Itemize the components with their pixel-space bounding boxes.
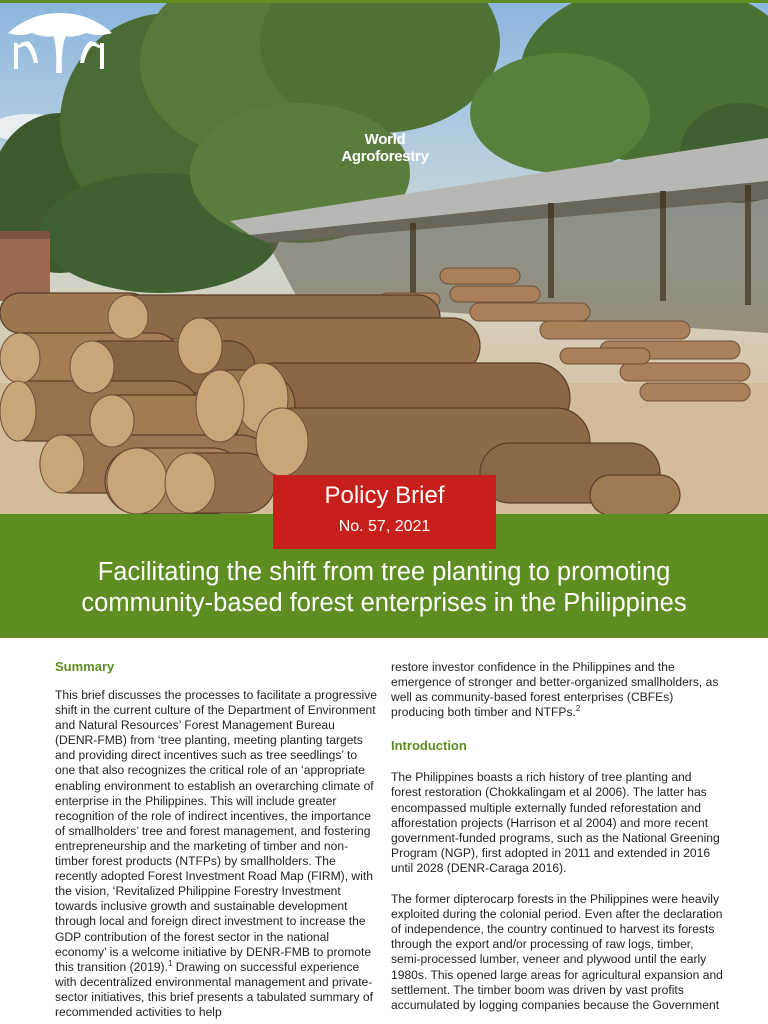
summary-continuation <box>391 660 723 720</box>
right-column <box>391 660 723 1013</box>
intro-paragraph-1: The Philippines boasts a rich history of tree planting and forest restoration (Chokkalingam et al 2006). The latter has encompassed multiple externally funded reforestation and afforestation projects (Harrison et al 2004) and more recent government-funded programs, such as the National Greening Program (NGP), first adopted in 2011 and extended in 2016 until 2028 (DENR-Caraga 2016). <box>391 770 720 875</box>
title-line-1: Facilitating the shift from tree planting to promoting <box>97 558 671 586</box>
policy-brief-badge <box>273 475 496 549</box>
summary-heading: Summary <box>55 659 115 674</box>
badge-title: Policy Brief <box>324 482 445 509</box>
logo-text-agroforestry: Agroforestry <box>341 148 429 165</box>
introduction-heading: Introduction <box>391 738 467 754</box>
continuation-text: restore investor confidence in the Philippines and the emergence of stronger and better-organized smallholders, as well as community-based forest enterprises (CBFEs) producing both timber and NTFPs. <box>391 660 719 720</box>
logo-text-world: World <box>364 131 406 148</box>
world-agroforestry-logo-icon <box>0 3 118 115</box>
cover-photo <box>0 3 768 514</box>
page-title <box>20 557 748 619</box>
summary-text: This brief discusses the processes to facilitate a progressive shift in the current culture of the Department of Environment and Natural Resources’ Forest Management Bureau (DENR-FMB) from ‘tree planting, meeting planting targets and providing direct incentives such as tree seedlings’ to one that also recognizes the critical role of an ‘appropriate enabling environment to establish an overarching climate of enterprise in the Philippines. This will include greater recognition of the role of indirect incentives, the importance of smallholders’ tree and forest management, and fostering entrepreneurship and the marketing of timber and non-timber forest products (NTFPs) by smallholders. The recently adopted Forest Investment Road Map (FIRM), with the vision, ‘Revitalized Philippine Forestry Investment towards inclusive growth and sustainable development through local and foreign direct investment to increase the GDP contribution of the forest sector in the national economy’ is a welcome initiative by DENR-FMB to promote this transition (2019). <box>55 688 377 974</box>
title-line-2: community-based forest enterprises in the Philippines <box>81 589 687 617</box>
intro-paragraph-2: The former dipterocarp forests in the Philippines were heavily exploited during the colonial period. Even after the declaration of independence, the country continued to harvest its forests through the export and/or processing of raw logs, timber, semi-processed lumber, veneer and plywood until the early 1980s. This opened large areas for agricultural expansion and settlement. The timber boom was driven by vast profits accumulated by logging companies because the Government <box>391 892 723 1012</box>
logo-wordmark <box>318 131 452 165</box>
badge-number: No. 57, 2021 <box>338 518 431 535</box>
summary-paragraph <box>55 688 377 1020</box>
summary-text-cont: Drawing on successful experience with decentralized environmental management and private-sector initiatives, this brief presents a tabulated summary of recommended activities to help <box>55 959 373 1019</box>
left-column <box>55 659 377 1020</box>
footnote-1: 1 <box>167 958 173 968</box>
footnote-2: 2 <box>575 704 581 714</box>
